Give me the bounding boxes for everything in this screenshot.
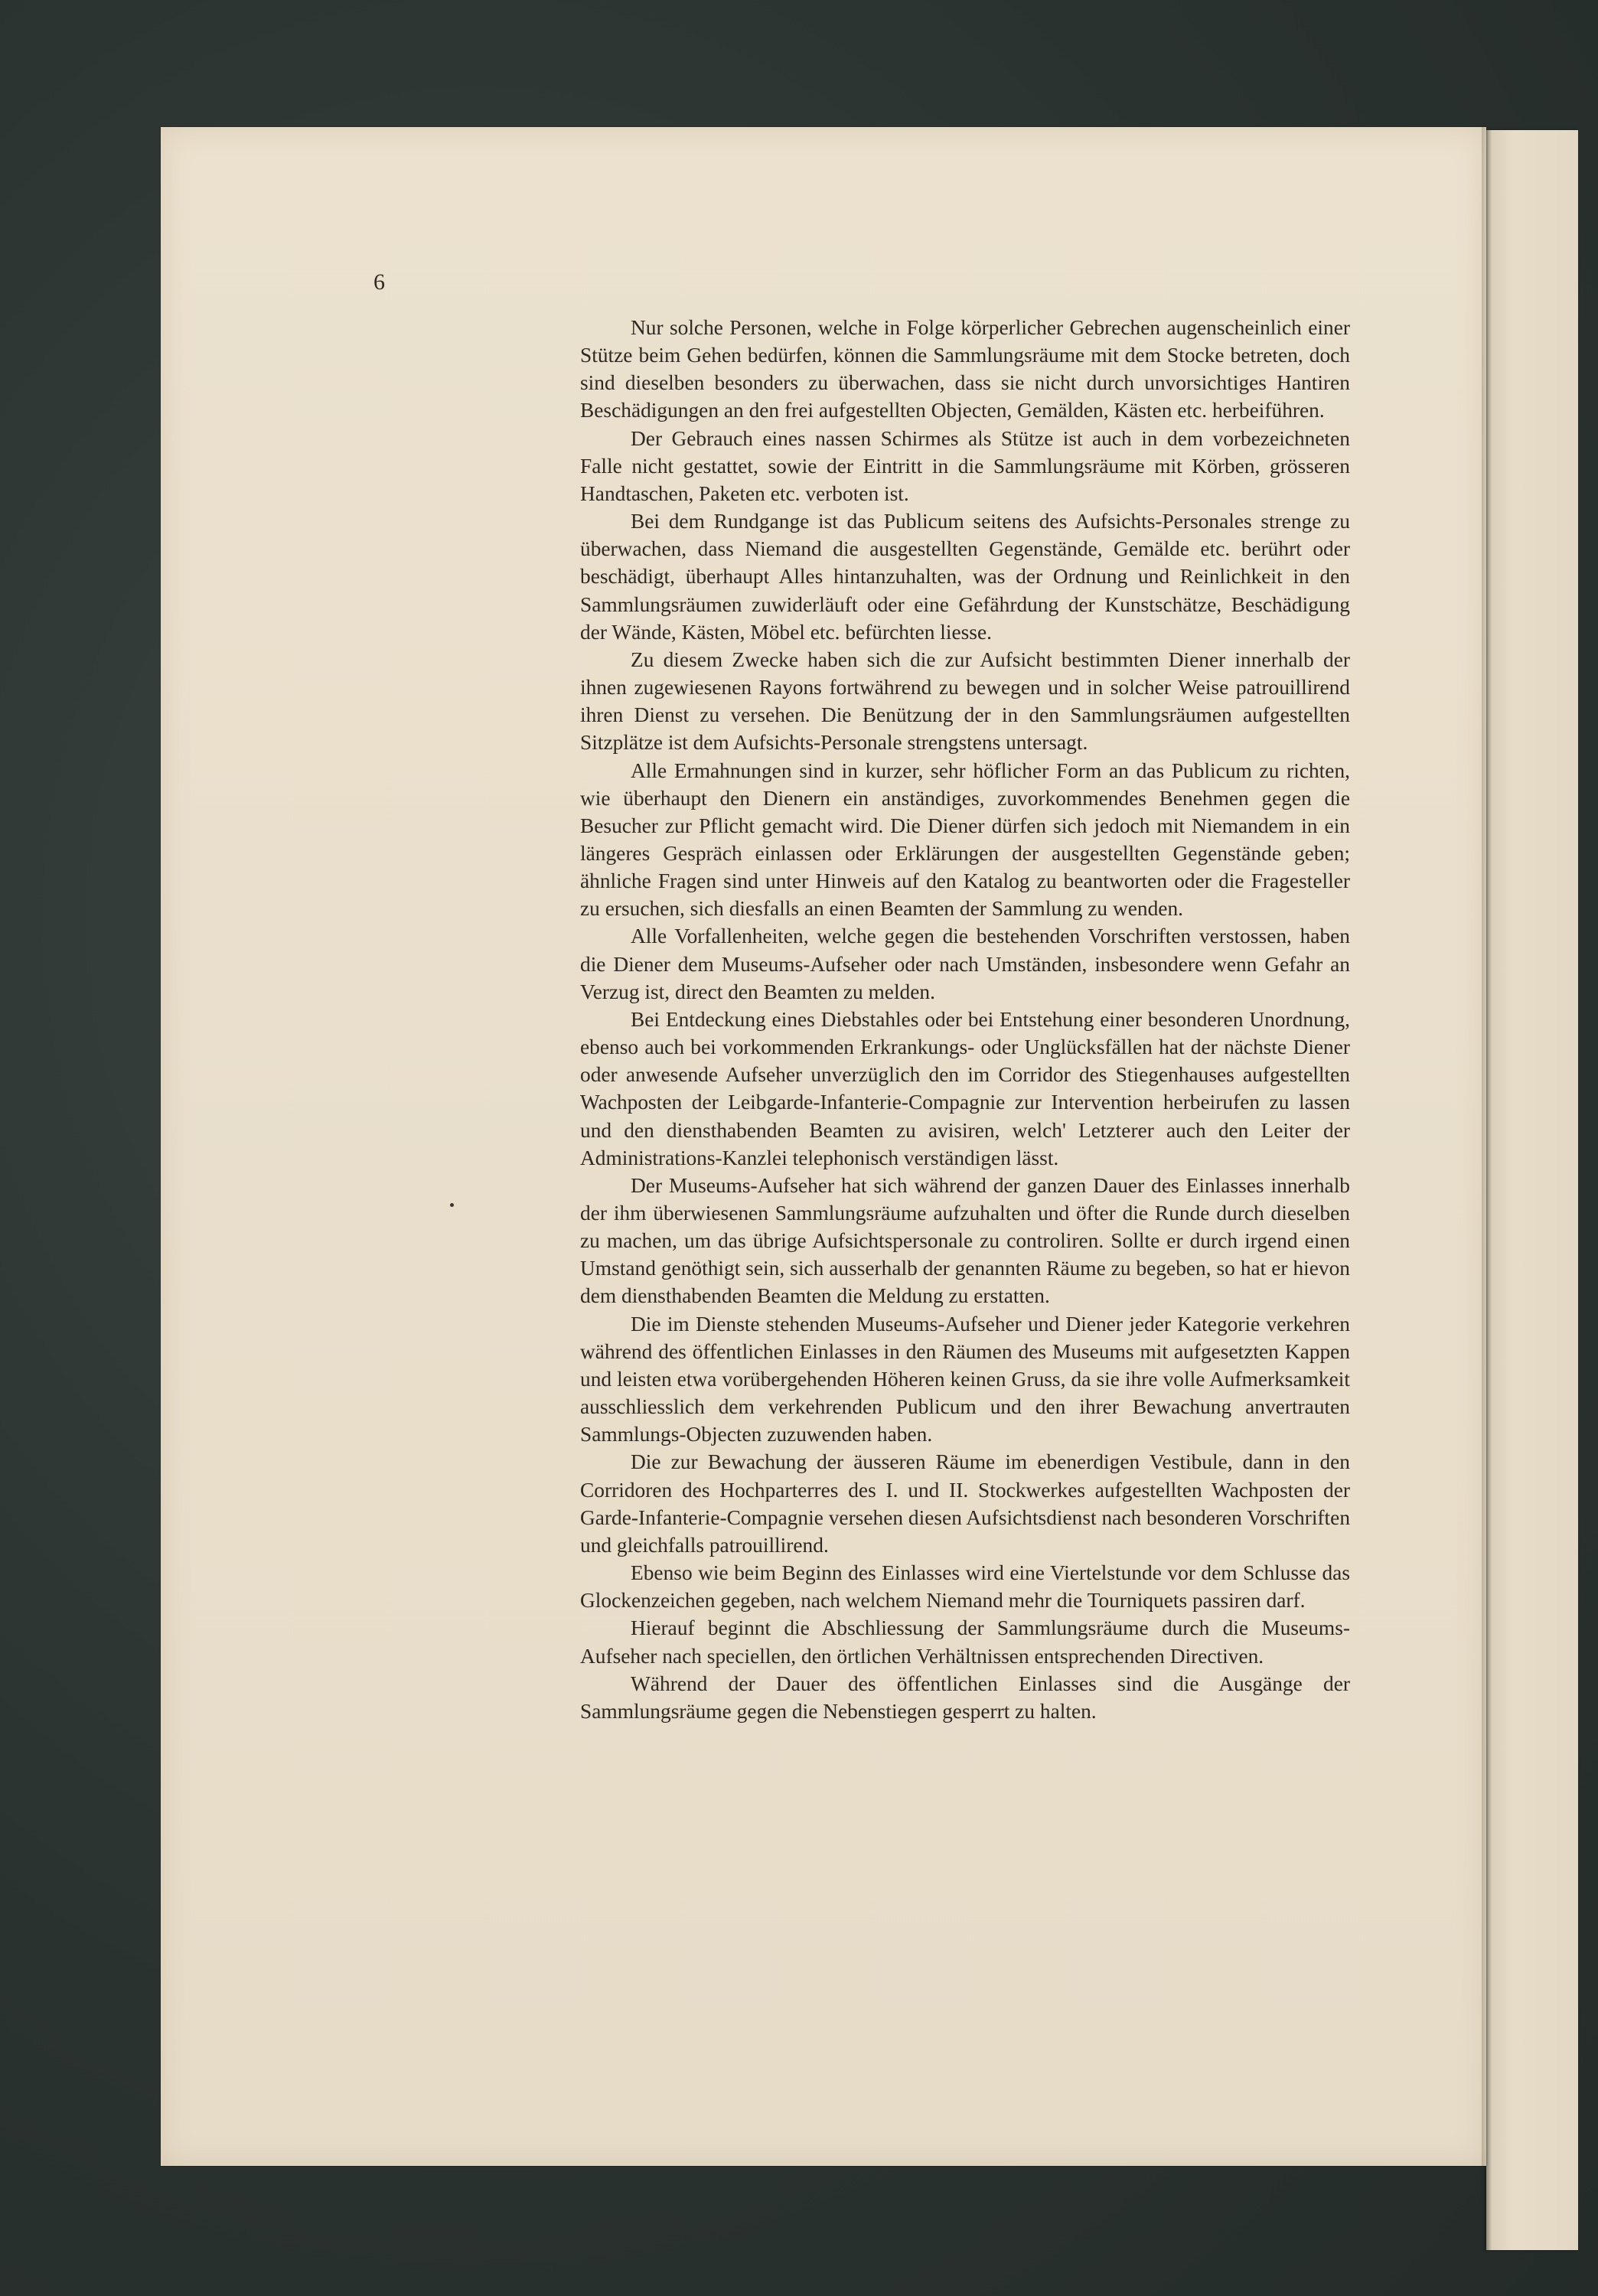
paragraph: Die im Dienste stehenden Museums-Aufseher und Diener jeder Kategorie verkehren während des öffentlichen Einlasses in den Räumen des Museums mit aufgesetzten Kappen und leisten etwa vorübergehenden Höheren keinen Gruss, da sie ihre volle Aufmerksamkeit ausschliesslich dem verkehrenden Publicum und den ihrer Bewachung anvertrauten Sammlungs-Objecten zuzuwenden haben. (580, 1312, 1350, 1446)
page-fold (1482, 127, 1488, 2166)
paragraph: Die zur Bewachung der äusseren Räume im ebenerdigen Vestibule, dann in den Corridoren des Hochparterres des I. und II. Stockwerkes aufgestellten Wachposten der Garde-Infanterie-Compagnie versehen diesen Aufsichtsdienst nach besonderen Vorschriften und gleichfalls patrouillirend. (580, 1450, 1351, 1557)
paragraph: Nur solche Personen, welche in Folge körperlicher Gebrechen augenscheinlich einer Stütze beim Gehen bedürfen, können die Sammlungsräume mit dem Stocke betreten, doch sind dieselben besonders zu überwachen, dass sie nicht durch unvorsichtiges Hantiren Beschädigungen an den frei aufgestellten Objecten, Gemälden, Kästen etc. herbeiführen. (580, 316, 1350, 422)
paragraph: Der Museums-Aufseher hat sich während der ganzen Dauer des Einlasses innerhalb der ihm überwiesenen Sammlungsräume aufzuhalten und öfter die Runde durch dieselben zu machen, um das übrige Aufsichtspersonale zu controliren. Sollte er durch irgend einen Umstand genöthigt sein, sich ausserhalb der genannten Räume zu begeben, so hat er hievon dem diensthabenden Beamten die Meldung zu erstatten. (580, 1173, 1350, 1308)
paragraph: Der Gebrauch eines nassen Schirmes als Stütze ist auch in dem vorbezeichneten Falle nicht gestattet, sowie der Eintritt in die Sammlungsräume mit Körben, grösseren Handtaschen, Paketen etc. verboten ist. (580, 426, 1350, 505)
page-number: 6 (373, 269, 385, 295)
ink-speck (450, 1203, 454, 1207)
paragraph: Bei Entdeckung eines Diebstahles oder bei Entstehung einer besonderen Unordnung, ebenso auch bei vorkommenden Erkrankungs- oder Unglücksfällen hat der nächste Diener oder anwesende Aufseher unverzüglich den im Corridor des Stiegenhauses aufgestellten Wachposten der Leibgarde-Infanterie-Compagnie zur Intervention herbeirufen zu lassen und den diensthabenden Beamten zu avisiren, welch' Letzterer auch den Leiter der Administrations-Kanzlei telephonisch verständigen lässt. (580, 1007, 1350, 1169)
paragraph: Bei dem Rundgange ist das Publicum seitens des Aufsichts-Personales strenge zu überwachen, dass Niemand die ausgestellten Gegenstände, Gemälde etc. berührt oder beschädigt, überhaupt Alles hintanzuhalten, was der Ordnung und Reinlichkeit in den Sammlungsräumen zuwiderläuft oder eine Gefährdung der Kunstschätze, Beschädigung der Wände, Kästen, Möbel etc. befürchten liesse. (580, 510, 1350, 644)
paragraph: Ebenso wie beim Beginn des Einlasses wird eine Viertelstunde vor dem Schlusse das Glockenzeichen gegeben, nach welchem Niemand mehr die Tourniquets passiren darf. (580, 1561, 1350, 1613)
facing-page-edge (1486, 130, 1578, 2250)
paragraph: Hierauf beginnt die Abschliessung der Sammlungsräume durch die Museums-Aufseher nach speciellen, den örtlichen Verhältnissen entsprechenden Directiven. (580, 1616, 1350, 1668)
paragraph: Zu diesem Zwecke haben sich die zur Aufsicht bestimmten Diener innerhalb der ihnen zugewiesenen Rayons fortwährend zu bewegen und in solcher Weise patrouillirend ihren Dienst zu versehen. Die Benützung der in den Sammlungsräumen aufgestellten Sitzplätze ist dem Aufsichts-Personale strengstens untersagt. (580, 647, 1350, 755)
paragraph: Alle Ermahnungen sind in kurzer, sehr höflicher Form an das Publicum zu richten, wie überhaupt den Dienern ein anständiges, zuvorkommendes Benehmen gegen die Besucher zur Pflicht gemacht wird. Die Diener dürfen sich jedoch mit Niemandem in ein längeres Gespräch einlassen oder Erklärungen der ausgestellten Gegenstände geben; ähnliche Fragen sind unter Hinweis auf den Katalog zu beantworten oder die Fragesteller zu ersuchen, sich diesfalls an einen Beamten der Sammlung zu wenden. (580, 758, 1350, 921)
paragraph: Alle Vorfallenheiten, welche gegen die bestehenden Vorschriften verstossen, haben die Diener dem Museums-Aufseher oder nach Umständen, insbesondere wenn Gefahr an Verzug ist, direct den Beamten zu melden. (580, 925, 1350, 1003)
body-text (580, 314, 1350, 1725)
paragraph: Während der Dauer des öffentlichen Einlasses sind die Ausgänge der Sammlungsräume gegen die Nebenstiegen gesperrt zu halten. (580, 1671, 1350, 1723)
